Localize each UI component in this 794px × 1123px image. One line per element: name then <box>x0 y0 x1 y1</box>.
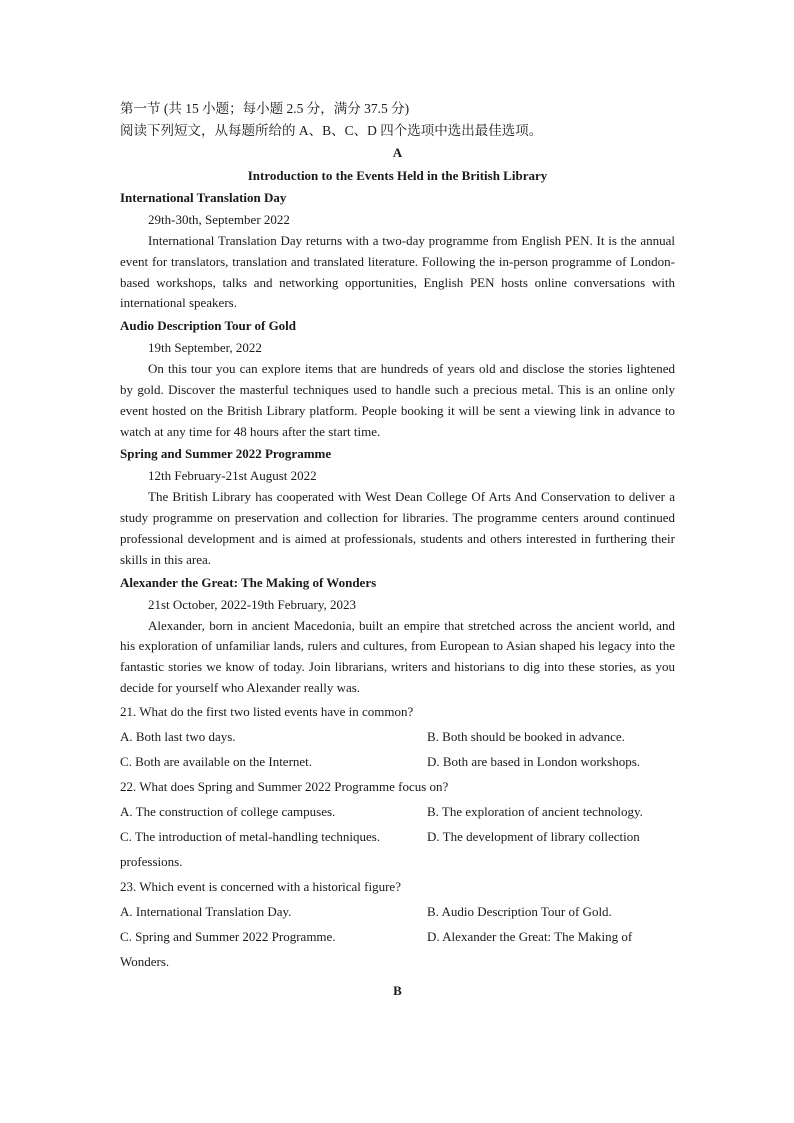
event-date: 21st October, 2022-19th February, 2023 <box>148 596 357 612</box>
event-description: International Translation Day returns with a two-day programme from English PEN. It is the annual event for translators, translation and translated literature. Following the in-person programme of London-based workshops, talks and networking opportunities, English PEN hosts online conversations with international speakers. <box>120 233 675 311</box>
event-name: Audio Description Tour of Gold <box>120 318 297 334</box>
event-name: Alexander the Great: The Making of Wonders <box>120 574 377 590</box>
option-d: D. The development of library collection <box>427 828 640 844</box>
instruction-text: 阅读下列短文，从每题所给的 A、B、C、D 四个选项中选出最佳选项。 <box>120 123 543 138</box>
next-passage-letter: B <box>393 982 402 998</box>
question-stem: 23. Which event is concerned with a historical figure? <box>120 878 401 894</box>
option-b: B. Audio Description Tour of Gold. <box>427 903 612 919</box>
option-c: C. Spring and Summer 2022 Programme. <box>120 928 336 944</box>
options <box>120 899 675 974</box>
option-b: B. Both should be booked in advance. <box>427 728 625 744</box>
section-heading: 第一节 (共 15 小题；每小题 2.5 分，满分 37.5 分) <box>120 101 410 116</box>
event-date: 12th February-21st August 2022 <box>148 468 317 484</box>
option-d: D. Alexander the Great: The Making of <box>427 928 633 944</box>
options <box>120 799 675 874</box>
event-date: 19th September, 2022 <box>148 340 262 356</box>
document-page <box>120 98 675 1001</box>
option-c: C. Both are available on the Internet. <box>120 753 313 769</box>
option-d-continuation: Wonders. <box>120 953 170 969</box>
question-stem: 21. What do the first two listed events have in common? <box>120 703 414 719</box>
passage-title: Introduction to the Events Held in the British Library <box>247 168 548 183</box>
event-block <box>120 443 675 570</box>
event-name: Spring and Summer 2022 Programme <box>120 446 332 462</box>
option-a: A. The construction of college campuses. <box>120 803 336 819</box>
event-description: The British Library has cooperated with West Dean College Of Arts And Conservation to deliver a study programme on preservation and collection for libraries. The programme centers around continued professional development and is aimed at professionals, students and others interested in furthering their skills in this area. <box>120 489 675 567</box>
option-c: C. The introduction of metal-handling techniques. <box>120 828 381 844</box>
question-22 <box>120 774 675 874</box>
event-date: 29th-30th, September 2022 <box>148 212 290 227</box>
option-b: B. The exploration of ancient technology. <box>427 803 643 819</box>
event-block <box>120 315 675 442</box>
question-21 <box>120 699 675 774</box>
option-a: A. International Translation Day. <box>120 903 292 919</box>
question-23 <box>120 874 675 974</box>
options <box>120 724 675 774</box>
event-description: On this tour you can explore items that are hundreds of years old and disclose the stories lightened by gold. Discover the masterful techniques used to handle such a precious metal. This is an online only event hosted on the British Library platform. People booking it will be sent a viewing link in advance to watch at any time for 48 hours after the start time. <box>120 361 675 439</box>
event-block <box>120 187 675 314</box>
event-block <box>120 572 675 699</box>
event-description: Alexander, born in ancient Macedonia, built an empire that stretched across the ancient world, and his exploration of unfamiliar lands, rulers and cultures, from European to Asian shaped his legacy into the fantastic stories we know of today. Join librarians, writers and historians to dig into these stories, as you decide for yourself who Alexander really was. <box>120 617 675 695</box>
event-name: International Translation Day <box>120 190 287 205</box>
option-d-continuation: professions. <box>120 853 183 869</box>
option-d: D. Both are based in London workshops. <box>427 753 641 769</box>
question-stem: 22. What does Spring and Summer 2022 Programme focus on? <box>120 778 449 794</box>
option-a: A. Both last two days. <box>120 728 236 744</box>
passage-letter: A <box>392 145 403 160</box>
